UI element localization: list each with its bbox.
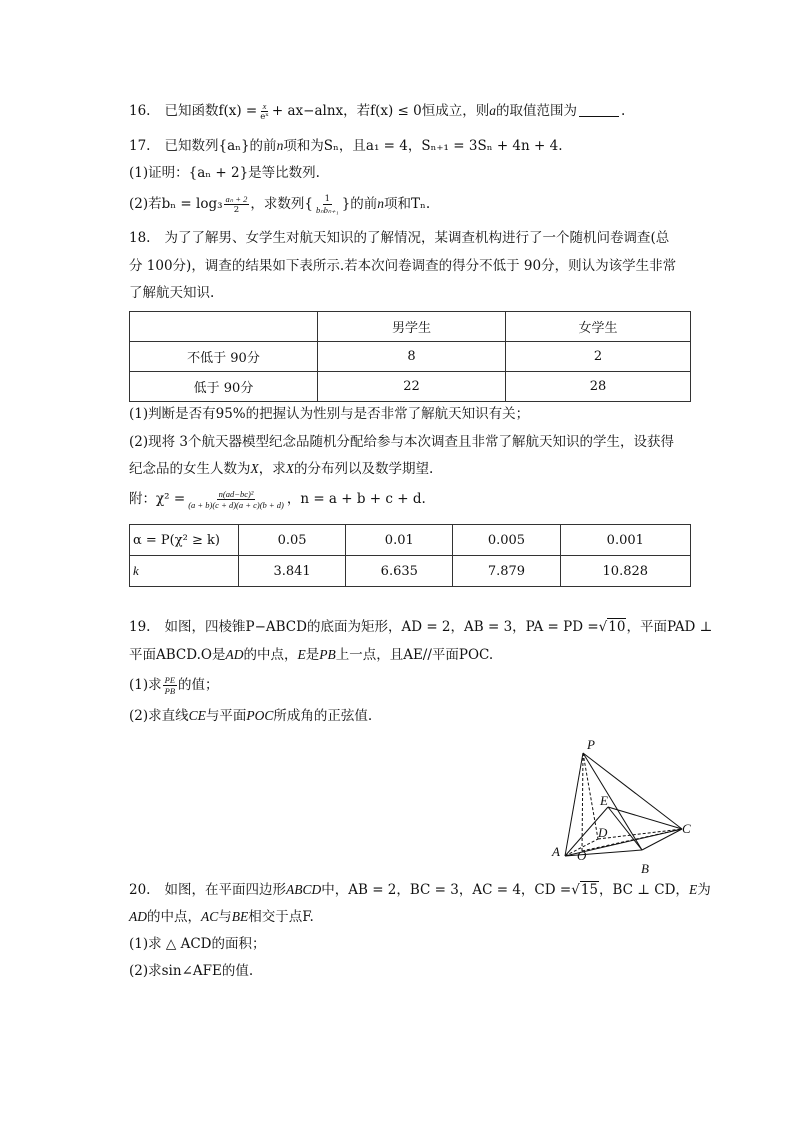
- question-number: 16.: [129, 103, 151, 119]
- table-cell: 女学生: [506, 312, 691, 342]
- table-cell: 0.005: [453, 525, 560, 556]
- q20-line-2: AD的中点，AC与BE相交于点F.: [129, 909, 314, 925]
- sqrt: √15: [571, 882, 598, 898]
- q20-part-2: (2)求sin∠AFE的值.: [129, 963, 254, 979]
- question-17: 17. 已知数列{aₙ}的前n项和为Sₙ，且a₁ = 4，Sₙ₊₁ = 3Sₙ + 4n + 4.: [129, 138, 563, 154]
- question-20: 20. 如图，在平面四边形ABCD中，AB = 2，BC = 3，AC = 4，CD =√15，BC ⊥ CD，E为: [129, 882, 711, 898]
- table-cell: 0.001: [560, 525, 690, 556]
- question-number: 17.: [129, 138, 151, 154]
- table-cell: 28: [506, 372, 691, 402]
- sqrt: √10: [598, 619, 626, 635]
- answer-blank[interactable]: [579, 102, 619, 117]
- question-16: 16. 已知函数f(x) = $\frac{x}{\text{eˣ}}$ + ax−alnx，若f(x) ≤ 0恒成立，则a的取值范围为 .: [129, 101, 626, 122]
- question-18: 18. 为了了解男、女学生对航天知识的了解情况，某调查机构进行了一个随机问卷调查(总: [129, 230, 670, 246]
- table-cell: 2: [506, 342, 691, 372]
- q18-line-2: 分 100分)，调查的结果如下表所示.若本次问卷调查的得分不低于 90分，则认为该学生非常: [129, 258, 677, 274]
- label-c: C: [682, 821, 691, 836]
- q17-part-1: (1)证明：{aₙ + 2}是等比数列.: [129, 165, 320, 181]
- label-o: O: [577, 848, 587, 863]
- q19-line-2: 平面ABCD.O是AD的中点，E是PB上一点，且AE//平面POC.: [129, 647, 494, 663]
- fraction: $\frac{\text{n(ad−bc)²}}{(a + b)(c + d)(a + c)(b + d)}$: [188, 489, 284, 510]
- table-cell: 不低于 90分: [130, 342, 318, 372]
- table-cell: [130, 312, 318, 342]
- q17-part-2: (2)若bₙ = log₃ $\frac{\text{aₙ + 2}}{2}$ ，求数列{ $\frac{1}{\text{bₙbₙ₊₁}}$ }的前n项和Tₙ.: [129, 194, 431, 215]
- fraction: $\frac{PE}{PB}$: [164, 675, 176, 696]
- label-a: A: [552, 844, 560, 859]
- q18-part-1: (1)判断是否有95%的把握认为性别与是否非常了解航天知识有关；: [129, 406, 530, 422]
- table-cell: 0.01: [346, 525, 453, 556]
- survey-table: [129, 311, 691, 402]
- table-row: [130, 525, 691, 556]
- table-cell: 0.05: [239, 525, 346, 556]
- table-row: [130, 372, 691, 402]
- question-number: 19.: [129, 619, 151, 635]
- fraction: $\frac{x}{\text{eˣ}}$: [260, 101, 269, 122]
- table-header-row: [130, 312, 691, 342]
- table-row: [130, 556, 691, 587]
- label-d: D: [598, 825, 608, 840]
- table-cell: α = P(χ² ≥ k): [130, 525, 239, 556]
- label-e: E: [600, 793, 608, 808]
- q18-part-2-cont: 纪念品的女生人数为X，求X的分布列以及数学期望.: [129, 461, 434, 477]
- critical-value-table: [129, 524, 691, 587]
- q19-part-1: (1)求 $\frac{PE}{PB}$ 的值；: [129, 675, 219, 696]
- q20-part-1: (1)求 △ ACD的面积；: [129, 936, 266, 952]
- table-cell: 低于 90分: [130, 372, 318, 402]
- table-cell: 10.828: [560, 556, 690, 587]
- table-cell: k: [130, 556, 239, 587]
- fraction: $\frac{1}{\text{bₙbₙ₊₁}}$: [315, 194, 339, 215]
- question-number: 20.: [129, 882, 151, 898]
- table-cell: 8: [318, 342, 506, 372]
- q18-part-2: (2)现将 3个航天器模型纪念品随机分配给参与本次调查且非常了解航天知识的学生，设获得: [129, 434, 675, 450]
- pyramid-figure: [545, 733, 705, 883]
- table-cell: 3.841: [239, 556, 346, 587]
- question-number: 18.: [129, 230, 151, 246]
- table-cell: 6.635: [346, 556, 453, 587]
- fraction: $\frac{\text{aₙ + 2}}{2}$: [225, 194, 248, 215]
- label-p: P: [587, 737, 595, 752]
- table-row: [130, 342, 691, 372]
- q18-appendix-formula: 附：χ² = $\frac{\text{n(ad−bc)²}}{(a + b)(c + d)(a + c)(b + d)}$ ，n = a + b + c + d.: [129, 489, 426, 510]
- question-19: 19. 如图，四棱锥P−ABCD的底面为矩形，AD = 2，AB = 3，PA = PD =√10，平面PAD ⊥: [129, 619, 713, 635]
- q18-line-3: 了解航天知识.: [129, 285, 215, 301]
- label-b: B: [641, 861, 649, 876]
- table-cell: 男学生: [318, 312, 506, 342]
- q19-part-2: (2)求直线CE与平面POC所成角的正弦值.: [129, 708, 373, 724]
- table-cell: 7.879: [453, 556, 560, 587]
- table-cell: 22: [318, 372, 506, 402]
